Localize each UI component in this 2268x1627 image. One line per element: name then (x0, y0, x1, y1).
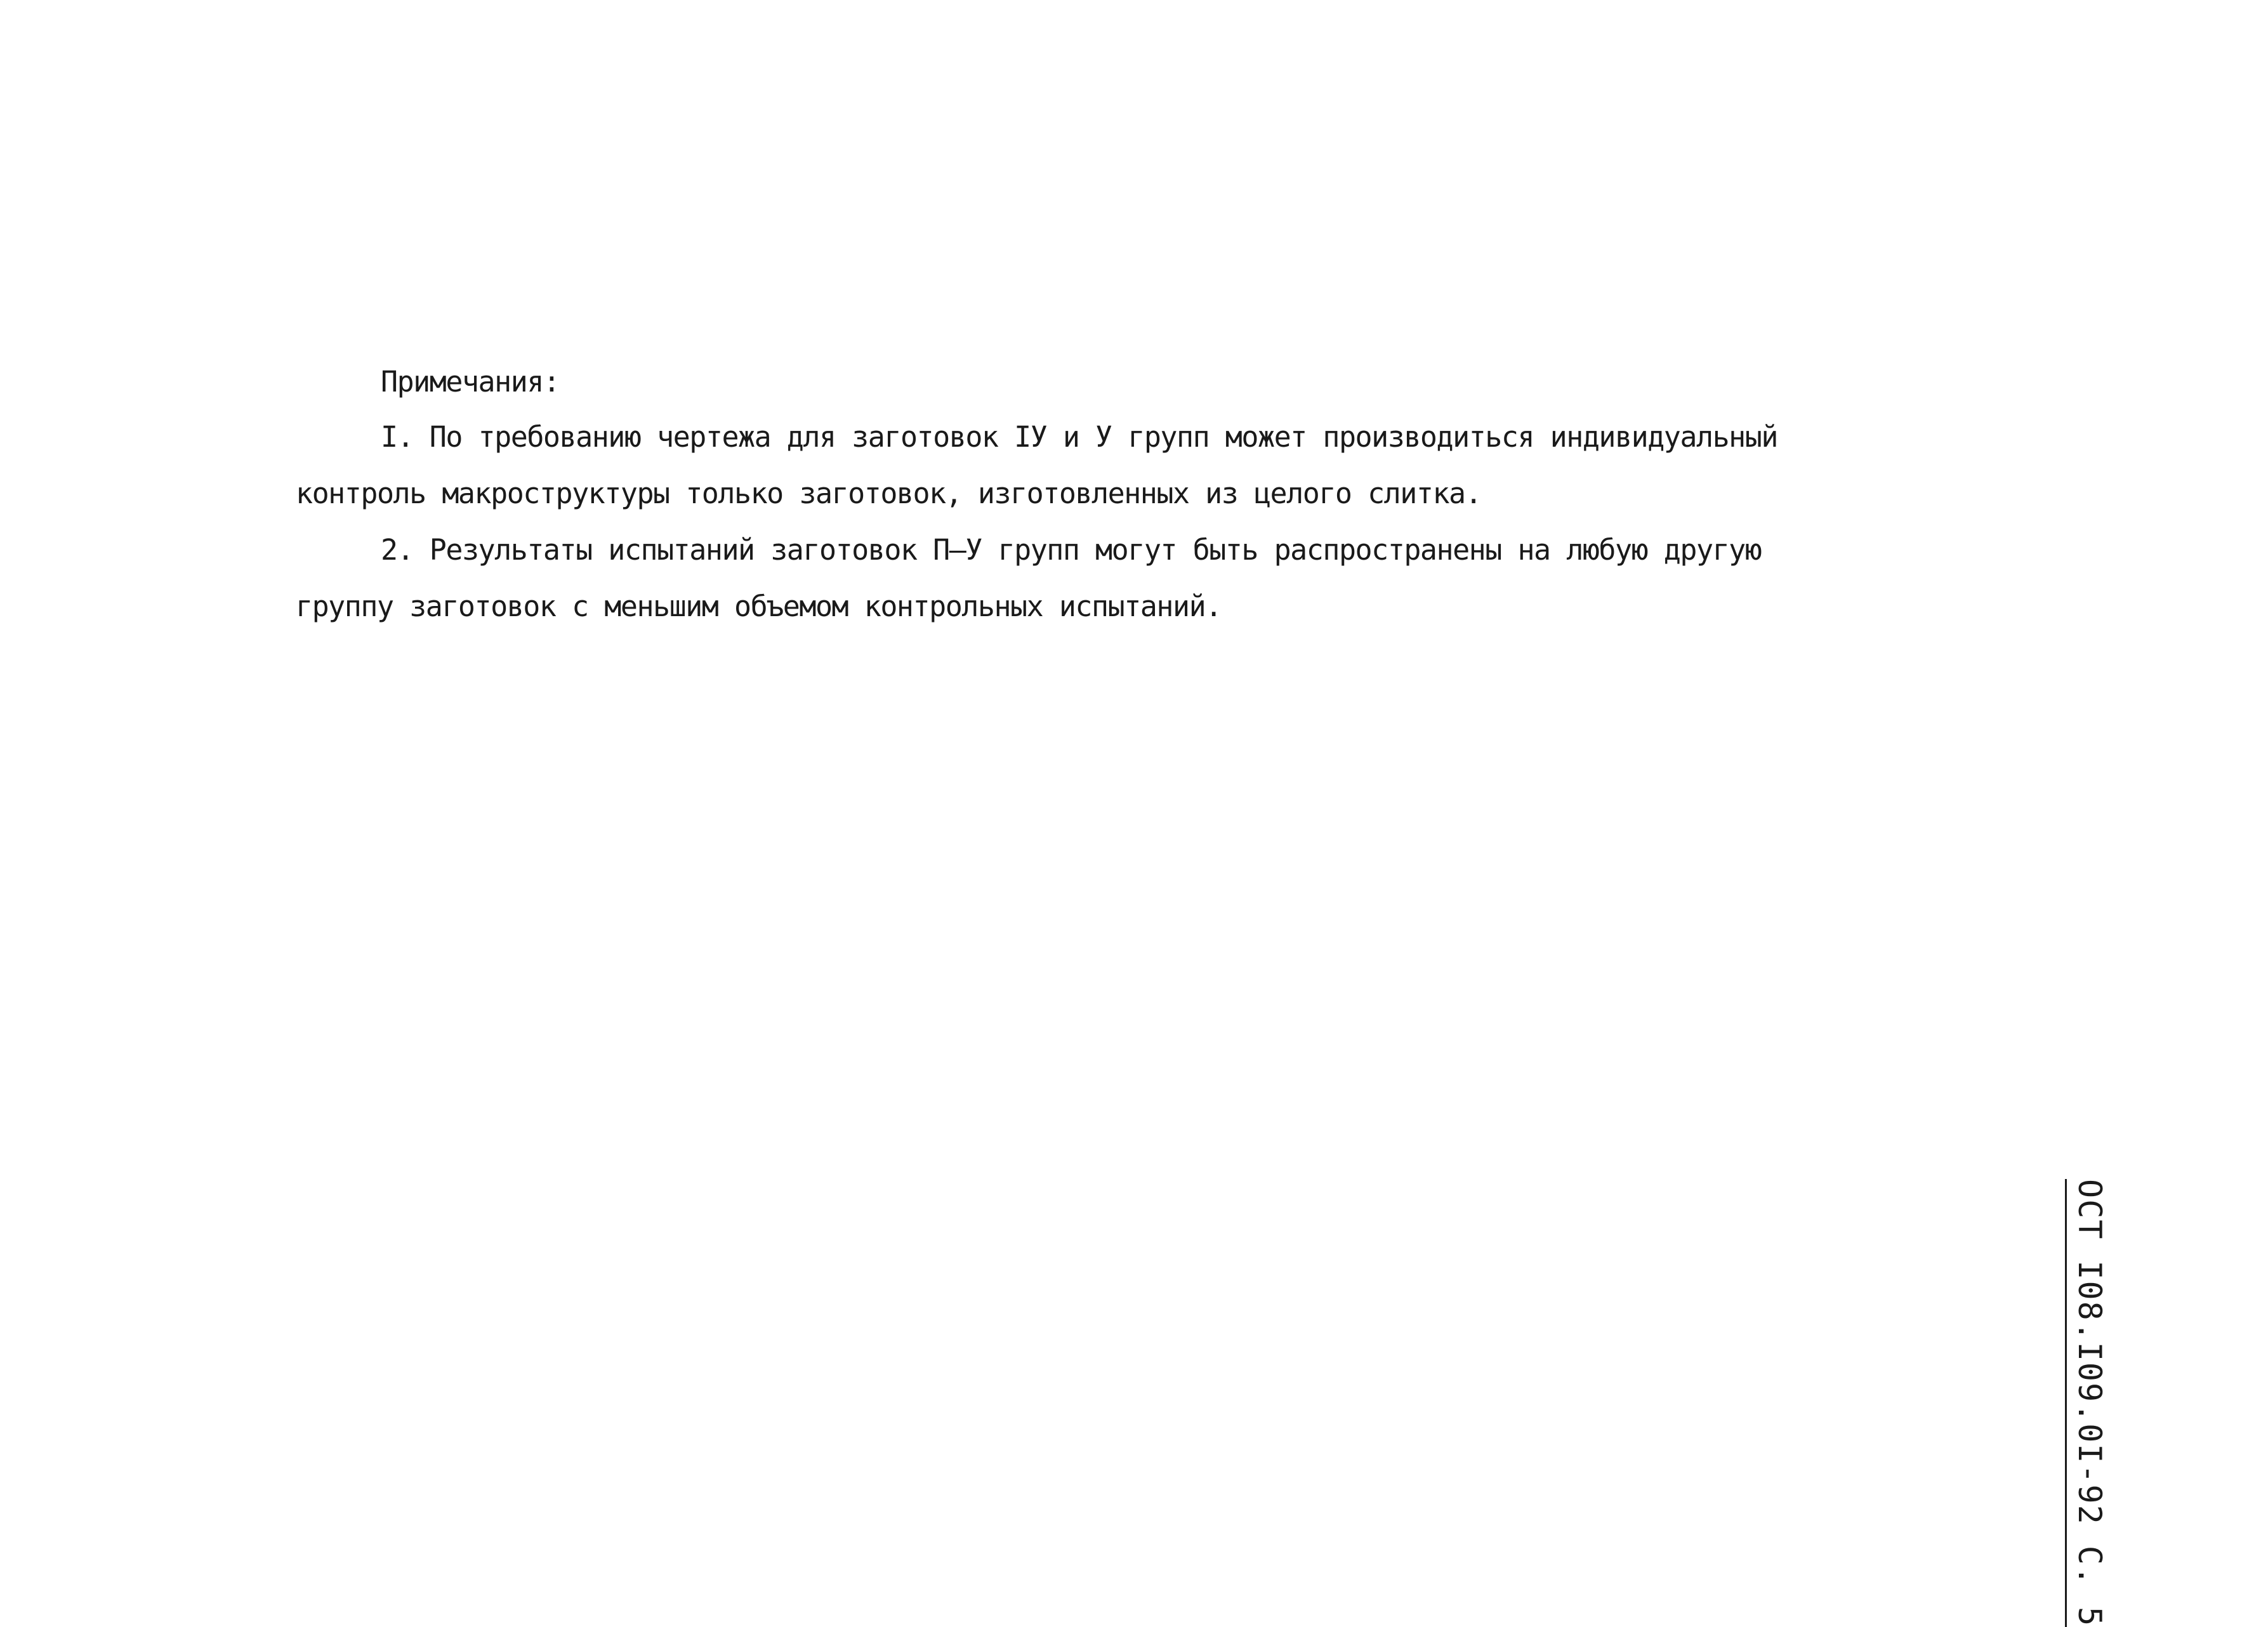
margin-stamp (2059, 1179, 2110, 1627)
note-1-text-continued: контроль макроструктуры только заготовок, изготовленных из целого слитка. (296, 477, 1482, 510)
notes-heading: Примечания: (381, 365, 560, 399)
note-1-text: I. По требованию чертежа для заготовок IУ и У групп может производиться индивидуальный (381, 420, 1777, 454)
note-2-text-continued: группу заготовок с меньшим объемом контрольных испытаний. (296, 590, 1222, 623)
document-code: ОСТ I08.I09.0I-92 С. 5 (2065, 1179, 2110, 1627)
notes-section (0, 0, 2268, 698)
note-2-text: 2. Результаты испытаний заготовок П–У групп могут быть распространены на любую другую (381, 533, 1762, 567)
